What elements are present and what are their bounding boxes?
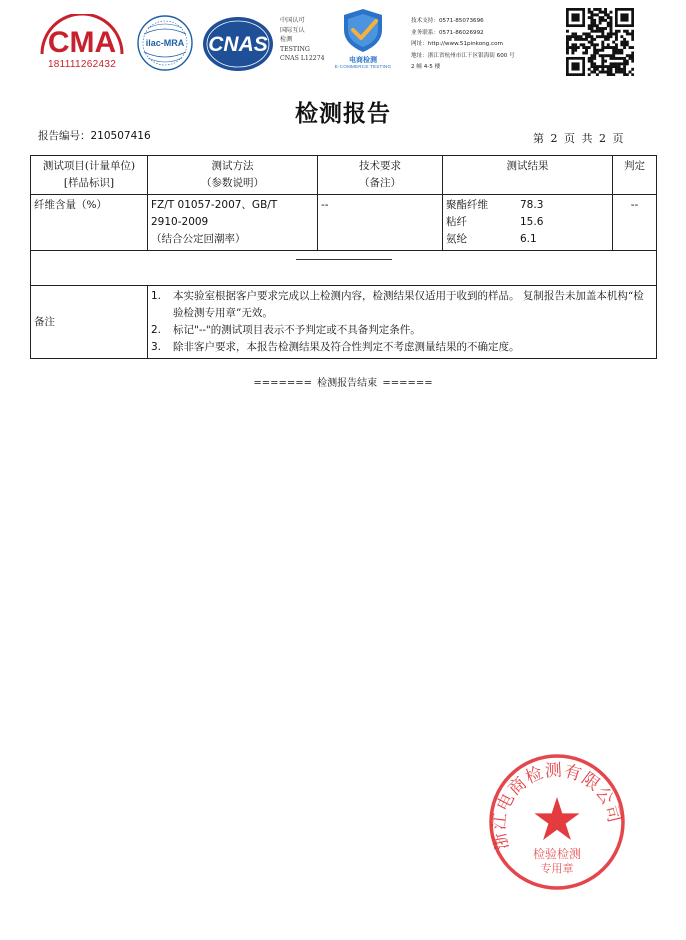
header-result: 测试结果	[443, 156, 613, 195]
header-method-line: 测试方法	[211, 160, 254, 172]
report-number: 报告编号：210507416	[38, 130, 151, 142]
note-text: 本实验室根据客户要求完成以上检测内容，检测结果仅适用于收到的样品。 复制报告未加盖本机构“检验检测专用章”无效。	[173, 290, 644, 319]
result-value: 78.3	[520, 199, 544, 211]
table-header-row	[31, 156, 657, 195]
table-row	[31, 195, 657, 251]
note-item	[151, 288, 653, 322]
table-blank-row	[31, 251, 657, 286]
shield-check-icon	[326, 6, 400, 54]
cnas-logo	[202, 16, 274, 72]
seal-org-path: 浙江电商检测有限公司	[489, 760, 625, 852]
result-line	[446, 197, 609, 214]
blank-cell	[31, 251, 657, 286]
notes-cell	[148, 286, 657, 359]
result-name: 聚酯纤维	[446, 199, 488, 211]
report-end-marker: ======= 检测报告结束 ======	[253, 378, 433, 389]
seal-line1: 检验检测	[532, 847, 582, 861]
cnas-line: 检测	[280, 36, 293, 44]
ecommerce-logo-en: E-COMMERCE TESTING	[334, 64, 392, 69]
contact-line[interactable]: 网址：http://www.51pinkong.com	[411, 41, 503, 47]
notes-row	[31, 286, 657, 359]
header-method	[148, 156, 318, 195]
cell-method	[148, 195, 318, 251]
result-line	[446, 231, 609, 248]
cnas-line: 中国认可	[280, 17, 305, 24]
seal-line2: 专用章	[540, 862, 574, 875]
header-item-line: 测试项目(计量单位)	[42, 160, 136, 172]
cma-logo	[36, 14, 128, 74]
star-icon	[534, 797, 579, 840]
cnas-line: CNAS L12274	[280, 55, 325, 63]
header-method-line: （参数说明）	[201, 177, 264, 189]
method-line: 2910-2009	[151, 216, 209, 228]
result-name: 粘纤	[446, 216, 467, 228]
divider	[296, 259, 392, 260]
cell-results	[443, 195, 613, 251]
cnas-line: 国际互认	[280, 26, 305, 34]
note-text: 除非客户要求，本报告检测结果及符合性判定不考虑测量结果的不确定度。	[173, 341, 520, 353]
ecommerce-logo-cn: 电商检测	[349, 56, 377, 64]
note-number: 1.	[151, 290, 162, 302]
ilac-mra-logo	[136, 14, 194, 72]
official-seal	[487, 752, 627, 892]
qr-code[interactable]	[566, 8, 634, 76]
note-item	[151, 322, 653, 339]
contact-info	[411, 16, 556, 74]
ecommerce-testing-logo	[326, 6, 400, 72]
contact-line: 业务联系：0571-86026992	[411, 29, 484, 36]
method-line: （结合公定回潮率）	[151, 233, 246, 245]
ilac-mra-text: ilac-MRA	[145, 38, 185, 48]
header-item-line: [样品标识]	[63, 177, 115, 189]
results-table	[30, 155, 657, 359]
cnas-line: TESTING	[280, 45, 310, 53]
result-line	[446, 214, 609, 231]
header-requirement-line: （备注）	[359, 177, 401, 189]
result-name: 氨纶	[446, 233, 467, 245]
header-requirement	[318, 156, 443, 195]
result-value: 6.1	[520, 233, 537, 245]
note-number: 3.	[151, 341, 162, 353]
contact-line: 技术支持：0571-85073696	[411, 18, 484, 24]
header-judgement: 判定	[613, 156, 657, 195]
contact-line: 2 幢 4-5 楼	[411, 64, 441, 70]
cell-judgement: --	[613, 195, 657, 251]
notes-label: 备注	[31, 286, 148, 359]
method-line: FZ/T 01057-2007、GB/T	[151, 199, 278, 211]
note-text: 标记"--"的测试项目表示不予判定或不具备判定条件。	[173, 324, 421, 336]
cell-requirement: --	[318, 195, 443, 251]
result-value: 15.6	[520, 216, 544, 228]
cell-item: 纤维含量（%）	[31, 195, 148, 251]
cma-logo-text: CMA	[47, 26, 117, 58]
cnas-logo-text: CNAS	[208, 33, 268, 56]
report-title: 检测报告	[295, 100, 391, 127]
note-number: 2.	[151, 324, 162, 336]
header-item	[31, 156, 148, 195]
contact-line: 地址：浙江省杭州市江干区银海街 600 号	[411, 52, 515, 59]
note-item	[151, 339, 653, 356]
page-info: 第 2 页 共 2 页	[533, 132, 624, 145]
cma-number: 181111262432	[47, 59, 117, 70]
header-requirement-line: 技术要求	[359, 160, 401, 172]
